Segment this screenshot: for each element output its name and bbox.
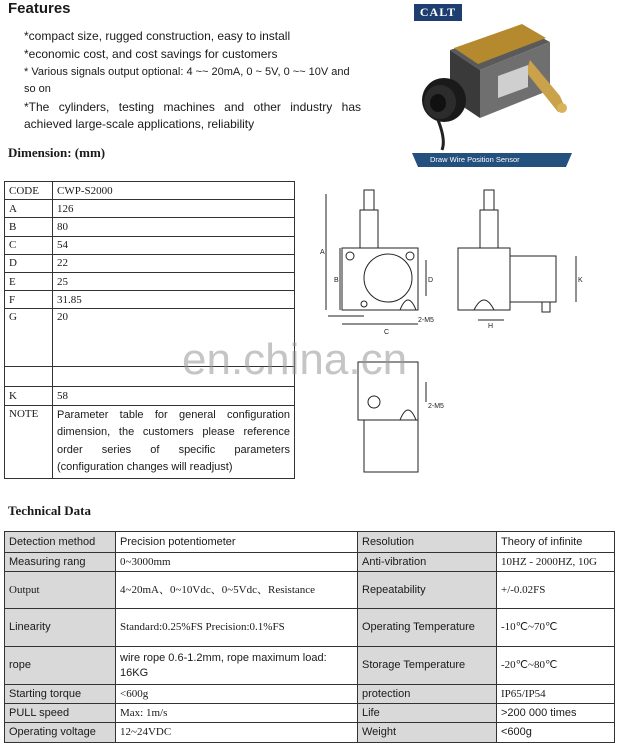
dim-value: 31.85	[53, 291, 295, 309]
technical-table	[4, 531, 615, 743]
spec-key: Weight	[358, 723, 497, 743]
note-text: Parameter table for general configuration dimension, the customers please reference order series of specific parameters (configuration changes will readjust)	[53, 405, 295, 478]
table-row	[5, 553, 615, 572]
table-row	[5, 572, 615, 609]
feature-item: *The cylinders, testing machines and other industry has achieved large-scale applications, reliability	[24, 100, 361, 131]
note-code: NOTE	[5, 405, 53, 478]
drawing-label-k: K	[578, 277, 583, 284]
sensor-illustration	[410, 0, 578, 170]
technical-title: Technical Data	[8, 503, 91, 518]
spec-value: -10℃~70℃	[497, 609, 615, 647]
drawing-label-h: H	[488, 323, 494, 330]
table-row	[5, 218, 295, 236]
table-row	[5, 272, 295, 290]
dim-code: D	[5, 254, 53, 272]
spec-key: Operating Temperature	[358, 609, 497, 647]
dim-code: K	[5, 387, 53, 405]
spec-value: <600g	[116, 685, 358, 704]
dimension-drawing	[318, 186, 598, 476]
spec-value: >200 000 times	[497, 704, 615, 723]
spec-key: Resolution	[358, 532, 497, 553]
spec-key: Starting torque	[5, 685, 116, 704]
feature-item: * Various signals output optional: 4 ~~ 20mA, 0 ~ 5V, 0 ~~ 10V and so on	[24, 66, 350, 95]
spec-value: 4~20mA、0~10Vdc、0~5Vdc、Resistance	[116, 572, 358, 609]
table-row	[5, 609, 615, 647]
dim-value: 22	[53, 254, 295, 272]
brand-logo: CALT	[414, 4, 462, 21]
features-title: Features	[8, 0, 71, 17]
dim-code: A	[5, 200, 53, 218]
spec-value: +/-0.02FS	[497, 572, 615, 609]
spec-key: Repeatability	[358, 572, 497, 609]
table-row	[5, 704, 615, 723]
dim-value: 54	[53, 236, 295, 254]
product-image	[410, 0, 578, 170]
table-row	[5, 254, 295, 272]
dim-code: B	[5, 218, 53, 236]
spec-value: Theory of infinite	[497, 532, 615, 553]
spec-value: 10HZ - 2000HZ, 10G	[497, 553, 615, 572]
dim-value: CWP-S2000	[53, 182, 295, 200]
dim-code: C	[5, 236, 53, 254]
spec-value: -20℃~80℃	[497, 647, 615, 685]
features-list	[24, 28, 361, 134]
table-row	[5, 236, 295, 254]
table-row	[5, 200, 295, 218]
spec-value: Max: 1m/s	[116, 704, 358, 723]
drawing-label-a: A	[320, 249, 325, 256]
feature-item: *compact size, rugged construction, easy to install	[24, 29, 291, 43]
dim-value: 20	[53, 309, 295, 367]
table-row	[5, 387, 295, 405]
dim-code: CODE	[5, 182, 53, 200]
dim-code: F	[5, 291, 53, 309]
dim-value: 58	[53, 387, 295, 405]
product-caption: Draw Wire Position Sensor	[430, 155, 520, 164]
dimension-table	[4, 181, 295, 479]
spec-key: Life	[358, 704, 497, 723]
drawing-label-c: C	[384, 329, 390, 336]
table-row	[5, 647, 615, 685]
dim-value: 126	[53, 200, 295, 218]
watermark: en.china.cn	[182, 335, 408, 384]
spec-key: protection	[358, 685, 497, 704]
spec-value: <600g	[497, 723, 615, 743]
drawing-label-d: D	[428, 277, 434, 284]
spec-key: PULL speed	[5, 704, 116, 723]
dimension-title: Dimension: (mm)	[8, 145, 106, 160]
drawing-label-m5: 2-M5	[418, 317, 434, 324]
drawing-label-m5: 2-M5	[428, 403, 444, 410]
dim-code: G	[5, 309, 53, 367]
spec-value: IP65/IP54	[497, 685, 615, 704]
spec-value: 0~3000mm	[116, 553, 358, 572]
spec-key: Anti-vibration	[358, 553, 497, 572]
spec-value: Precision potentiometer	[116, 532, 358, 553]
spec-key: Storage Temperature	[358, 647, 497, 685]
feature-item: *economic cost, and cost savings for customers	[24, 47, 278, 61]
table-row	[5, 182, 295, 200]
spec-key: Measuring rang	[5, 553, 116, 572]
spec-value: 12~24VDC	[116, 723, 358, 743]
drawing-label-b: B	[334, 277, 339, 284]
spec-key: Linearity	[5, 609, 116, 647]
table-row	[5, 291, 295, 309]
spec-key: rope	[5, 647, 116, 685]
spec-key: Detection method	[5, 532, 116, 553]
dim-value: 80	[53, 218, 295, 236]
table-row	[5, 685, 615, 704]
spec-value: wire rope 0.6-1.2mm, rope maximum load: 16KG	[116, 647, 358, 685]
dim-value: 25	[53, 272, 295, 290]
spec-value: Standard:0.25%FS Precision:0.1%FS	[116, 609, 358, 647]
table-row	[5, 723, 615, 743]
table-row	[5, 405, 295, 478]
spec-key: Output	[5, 572, 116, 609]
table-row	[5, 532, 615, 553]
dim-code: E	[5, 272, 53, 290]
spec-key: Operating voltage	[5, 723, 116, 743]
